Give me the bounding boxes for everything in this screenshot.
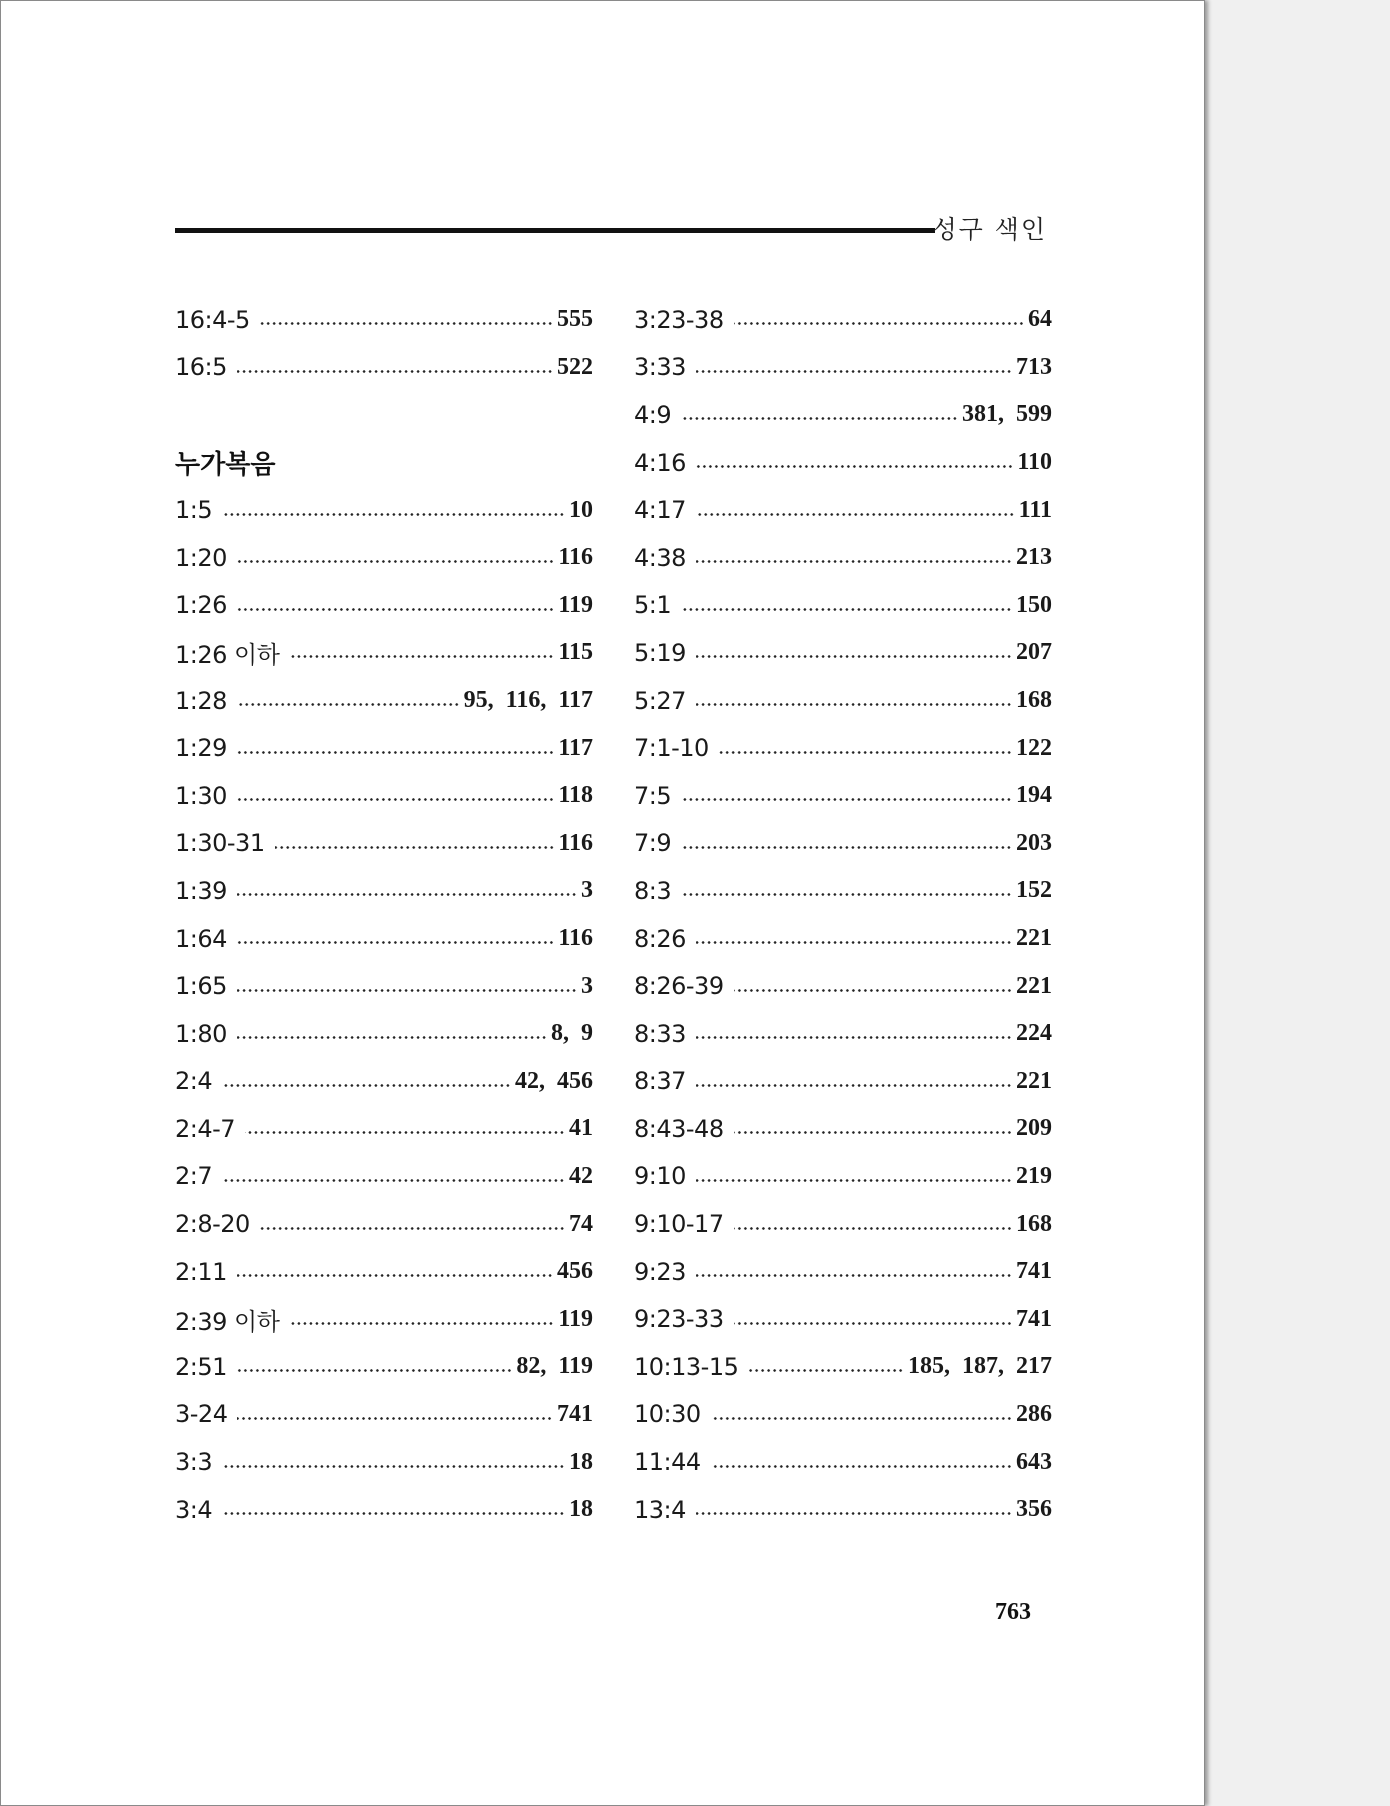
dot-leader [734,989,1012,992]
index-entry [175,1153,593,1201]
page-references: 224 [1016,1020,1052,1047]
dot-leader [711,1417,1012,1420]
index-entry [634,1438,1052,1486]
page-references: 119 [558,1305,593,1332]
dot-leader [222,1512,565,1515]
page-references: 522 [557,353,593,380]
index-entry [175,820,593,868]
verse-reference: 1:20 [175,543,227,572]
page-references: 122 [1016,734,1052,761]
page-references: 194 [1016,782,1052,809]
verse-reference: 9:10-17 [634,1210,724,1239]
page-references: 713 [1016,353,1052,380]
index-entry [634,534,1052,582]
index-entry [634,772,1052,820]
verse-reference: 13:4 [634,1495,686,1524]
dot-leader [275,846,555,849]
verse-reference: 7:9 [634,829,672,858]
index-entry [634,867,1052,915]
dot-leader [237,893,577,896]
running-header [175,211,1047,249]
index-entry [634,1391,1052,1439]
dot-leader [734,1322,1012,1325]
dot-leader [260,1227,565,1230]
dot-leader [696,941,1012,944]
index-entry [634,1010,1052,1058]
index-entry [634,1105,1052,1153]
page-references: 118 [558,782,593,809]
page-references: 219 [1016,1162,1052,1189]
verse-reference: 1:30-31 [175,829,265,858]
page-references: 221 [1016,925,1052,952]
page-references: 741 [1016,1258,1052,1285]
verse-reference: 1:39 [175,876,227,905]
verse-reference: 4:16 [634,448,686,477]
index-column-right [634,296,1052,1533]
verse-reference: 5:1 [634,591,672,620]
page-references: 74 [569,1210,593,1237]
dot-leader [734,1131,1012,1134]
dot-leader [696,1084,1012,1087]
index-entry [175,1200,593,1248]
index-entry [634,677,1052,725]
index-entry [175,867,593,915]
header-rule [175,228,935,233]
page-references: 203 [1016,829,1052,856]
page-references: 111 [1018,496,1052,523]
index-entry [634,296,1052,344]
verse-reference: 2:4 [175,1067,213,1096]
verse-reference: 7:1-10 [634,734,709,763]
index-entry [175,1486,593,1534]
index-entry [175,1248,593,1296]
page-references: 356 [1016,1496,1052,1523]
index-entry [634,1486,1052,1534]
page-references: 3 [581,877,593,904]
index-entry [634,439,1052,487]
verse-reference: 11:44 [634,1448,701,1477]
index-entry [175,534,593,582]
dot-leader [696,560,1012,563]
index-entry [175,296,593,344]
index-entry [634,962,1052,1010]
page-references: 286 [1016,1400,1052,1427]
verse-reference: 2:4-7 [175,1114,236,1143]
verse-reference: 1:28 [175,686,227,715]
index-entry [634,820,1052,868]
verse-reference: 9:23-33 [634,1305,724,1334]
verse-reference: 1:26 [175,591,227,620]
index-entry [175,1391,593,1439]
verse-reference: 2:39 이하 [175,1307,280,1336]
dot-leader [696,1179,1012,1182]
verse-reference: 1:30 [175,781,227,810]
dot-leader [711,1465,1012,1468]
verse-reference: 7:5 [634,781,672,810]
page-references: 168 [1016,687,1052,714]
page-references: 10 [569,496,593,523]
dot-leader [696,1512,1012,1515]
verse-reference: 3:23-38 [634,305,724,334]
dot-leader [289,1322,554,1325]
viewer-background [1205,0,1390,1806]
page-references: 8, 9 [551,1020,593,1047]
index-entry [175,962,593,1010]
verse-reference: 1:65 [175,972,227,1001]
dot-leader [696,703,1012,706]
index-entry [634,1248,1052,1296]
dot-leader [681,893,1012,896]
page-references: 110 [1017,449,1052,476]
dot-leader [237,560,554,563]
page-references: 82, 119 [516,1353,593,1380]
verse-reference: 8:37 [634,1067,686,1096]
verse-reference: 16:4-5 [175,305,250,334]
page-references: 42 [569,1162,593,1189]
verse-reference: 3:4 [175,1495,213,1524]
dot-leader [681,846,1012,849]
index-entry [634,1153,1052,1201]
verse-reference: 3:3 [175,1448,213,1477]
index-entry [634,915,1052,963]
page-references: 741 [557,1400,593,1427]
index-entry [175,677,593,725]
index-entry [175,1105,593,1153]
dot-leader [681,608,1012,611]
page-references: 741 [1016,1305,1052,1332]
verse-reference: 5:19 [634,638,686,667]
section-spacer [175,391,593,439]
index-entry [175,629,593,677]
index-entry [634,486,1052,534]
index-entry [634,629,1052,677]
verse-reference: 1:26 이하 [175,641,280,670]
index-entry [634,1200,1052,1248]
dot-leader [696,1274,1012,1277]
dot-leader [696,1036,1012,1039]
dot-leader [237,989,577,992]
dot-leader [696,465,1013,468]
verse-reference: 8:3 [634,876,672,905]
index-entry [175,582,593,630]
dot-leader [734,322,1024,325]
verse-reference: 8:43-48 [634,1114,724,1143]
verse-reference: 4:17 [634,496,686,525]
dot-leader [237,798,554,801]
verse-reference: 16:5 [175,353,227,382]
page-references: 185, 187, 217 [908,1353,1052,1380]
dot-leader [719,751,1012,754]
dot-leader [237,1369,512,1372]
verse-reference: 2:11 [175,1257,227,1286]
page-number: 763 [995,1599,1031,1625]
dot-leader [696,513,1015,516]
page-references: 381, 599 [962,401,1052,428]
index-entry [175,1438,593,1486]
dot-leader [260,322,553,325]
dot-leader [237,1274,553,1277]
page-references: 221 [1016,1067,1052,1094]
page-references: 209 [1016,1115,1052,1142]
index-entry [175,1343,593,1391]
dot-leader [222,1084,511,1087]
verse-reference: 1:5 [175,496,213,525]
page-references: 555 [557,306,593,333]
dot-leader [696,655,1012,658]
dot-leader [222,513,565,516]
page-references: 116 [558,544,593,571]
index-entry [175,1058,593,1106]
index-entry [175,344,593,392]
index-entry [175,724,593,772]
index-entry [175,915,593,963]
page-references: 643 [1016,1448,1052,1475]
running-header-title: 성구 색인 [932,215,1047,244]
page-references: 18 [569,1496,593,1523]
verse-reference: 1:80 [175,1019,227,1048]
page-references: 221 [1016,972,1052,999]
index-entry [634,1058,1052,1106]
dot-leader [237,370,553,373]
verse-reference: 4:9 [634,400,672,429]
page-references: 116 [558,829,593,856]
page-references: 41 [569,1115,593,1142]
dot-leader [734,1227,1012,1230]
verse-reference: 1:64 [175,924,227,953]
verse-reference: 3:33 [634,353,686,382]
verse-reference: 2:7 [175,1162,213,1191]
dot-leader [237,608,554,611]
page-references: 95, 116, 117 [463,687,593,714]
verse-reference: 1:29 [175,734,227,763]
page-references: 117 [558,734,593,761]
dot-leader [245,1131,565,1134]
page-references: 18 [569,1448,593,1475]
verse-reference: 3-24 [175,1400,228,1429]
dot-leader [681,798,1012,801]
page-references: 115 [558,639,593,666]
dot-leader [222,1179,565,1182]
dot-leader [237,751,554,754]
dot-leader [237,1417,553,1420]
dot-leader [748,1369,904,1372]
verse-reference: 8:33 [634,1019,686,1048]
page-references: 42, 456 [515,1067,593,1094]
page-references: 64 [1028,306,1052,333]
verse-reference: 5:27 [634,686,686,715]
page-references: 213 [1016,544,1052,571]
dot-leader [237,941,554,944]
index-entry [634,582,1052,630]
page-references: 207 [1016,639,1052,666]
verse-reference: 9:10 [634,1162,686,1191]
index-entry [175,1295,593,1343]
page-references: 150 [1016,591,1052,618]
verse-reference: 9:23 [634,1257,686,1286]
index-entry [175,1010,593,1058]
page-references: 119 [558,591,593,618]
page-references: 456 [557,1258,593,1285]
dot-leader [222,1465,565,1468]
index-entry [634,724,1052,772]
verse-reference: 8:26-39 [634,972,724,1001]
verse-reference: 2:51 [175,1352,227,1381]
verse-reference: 4:38 [634,543,686,572]
index-entry [634,1295,1052,1343]
verse-reference: 2:8-20 [175,1210,250,1239]
dot-leader [696,370,1012,373]
index-entry [634,1343,1052,1391]
verse-reference: 10:30 [634,1400,701,1429]
index-entry [175,486,593,534]
dot-leader [289,655,554,658]
page-references: 3 [581,972,593,999]
verse-reference: 8:26 [634,924,686,953]
index-entry [634,344,1052,392]
index-entry [634,391,1052,439]
index-entry [175,772,593,820]
dot-leader [237,1036,547,1039]
page-references: 116 [558,925,593,952]
index-column-left [175,296,593,1533]
page-references: 152 [1016,877,1052,904]
verse-reference: 10:13-15 [634,1352,739,1381]
dot-leader [681,417,958,420]
page-references: 168 [1016,1210,1052,1237]
dot-leader [237,703,460,706]
section-heading: 누가복음 [175,450,276,481]
